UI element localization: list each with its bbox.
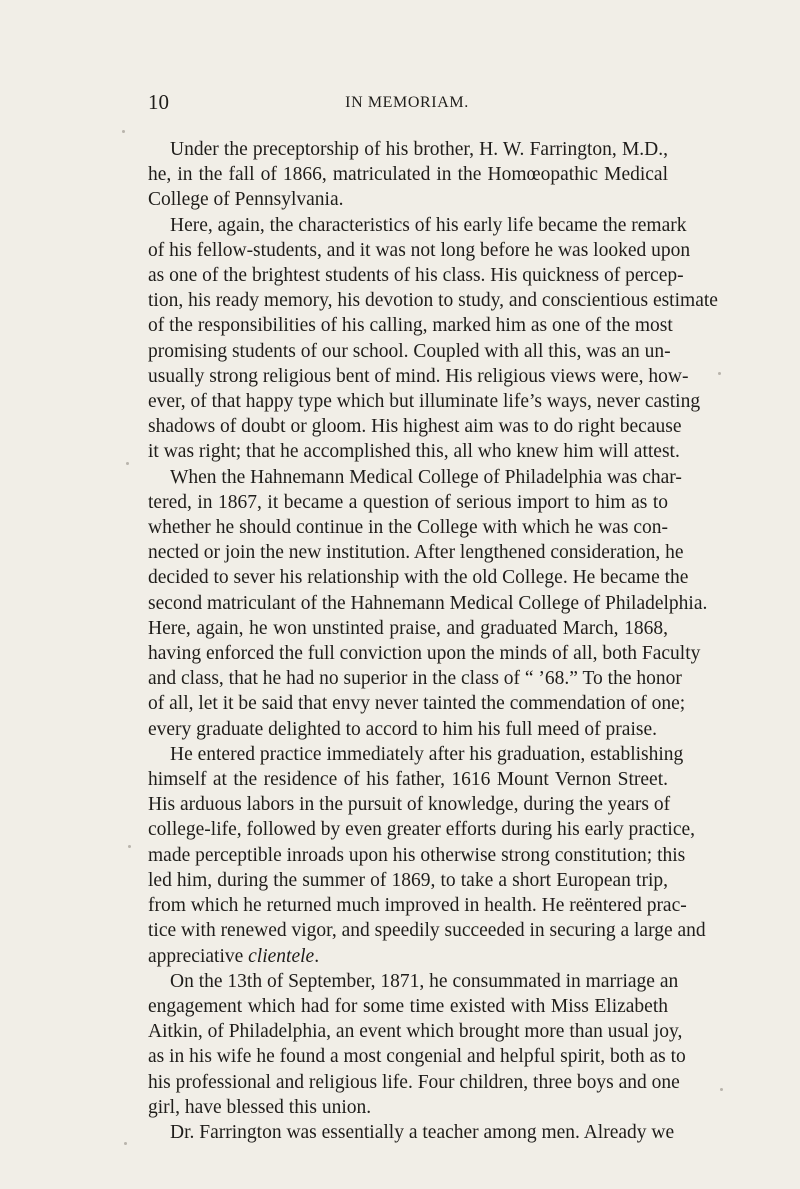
print-speck: [718, 372, 721, 375]
text-fragment: .: [314, 945, 320, 967]
print-speck: [126, 462, 129, 465]
text-line: shadows of doubt or gloom. His highest aim was to do right because: [148, 416, 682, 438]
text-line: as one of the brightest students of his class. His quickness of percep-: [148, 265, 684, 287]
text-line: he, in the fall of 1866, matriculated in the Homœopathic Medical: [148, 164, 668, 186]
body-text: [148, 137, 718, 1145]
text-line: usually strong religious bent of mind. His religious views were, how-: [148, 365, 689, 387]
text-line: whether he should continue in the College with which he was con-: [148, 517, 668, 539]
paragraph: [148, 137, 668, 213]
text-line: led him, during the summer of 1869, to take a short European trip,: [148, 869, 668, 891]
paragraph: [148, 742, 706, 969]
text-line: tion, his ready memory, his devotion to study, and conscientious estimate: [148, 290, 718, 312]
print-speck: [122, 130, 125, 133]
text-line: College of Pennsylvania.: [148, 189, 344, 211]
page-header: [148, 90, 666, 114]
text-line: as in his wife he found a most congenial and helpful spirit, both as to: [148, 1046, 686, 1068]
paragraph: [148, 213, 718, 465]
text-line: nected or join the new institution. After lengthened consideration, he: [148, 542, 684, 564]
text-line: On the 13th of September, 1871, he consummated in marriage an: [170, 970, 679, 992]
text-line: of all, let it be said that envy never tainted the commendation of one;: [148, 693, 686, 715]
text-line: of the responsibilities of his calling, marked him as one of the most: [148, 315, 673, 337]
text-line: second matriculant of the Hahnemann Medical College of Philadelphia.: [148, 592, 708, 614]
text-line: of his fellow-students, and it was not long before he was looked upon: [148, 239, 691, 261]
text-line: it was right; that he accomplished this, all who knew him will attest.: [148, 441, 680, 463]
text-line: and class, that he had no superior in the class of “ ’68.” To the honor: [148, 668, 682, 690]
text-line: tice with renewed vigor, and speedily succeeded in securing a large and: [148, 920, 706, 942]
text-line: tered, in 1867, it became a question of serious import to him as to: [148, 491, 668, 513]
text-line: Here, again, he won unstinted praise, and graduated March, 1868,: [148, 617, 668, 639]
text-line: made perceptible inroads upon his otherwise strong constitution; this: [148, 844, 686, 866]
print-speck: [128, 845, 131, 848]
running-head: IN MEMORIAM.: [345, 94, 469, 111]
text-line: having enforced the full conviction upon the minds of all, both Faculty: [148, 643, 701, 665]
text-line: His arduous labors in the pursuit of knowledge, during the years of: [148, 794, 671, 816]
text-line: decided to sever his relationship with the old College. He became the: [148, 567, 689, 589]
text-line: his professional and religious life. Four children, three boys and one: [148, 1071, 680, 1093]
text-fragment: appreciative: [148, 945, 249, 967]
text-line: girl, have blessed this union.: [148, 1096, 372, 1118]
italic-word: clientele: [248, 945, 315, 967]
paragraph: [148, 969, 686, 1120]
text-line: [148, 944, 668, 969]
paragraph: [148, 1120, 675, 1145]
text-line: Here, again, the characteristics of his early life became the remark: [170, 214, 687, 236]
text-line: college-life, followed by even greater efforts during his early practice,: [148, 819, 696, 841]
text-line: ever, of that happy type which but illuminate life’s ways, never casting: [148, 391, 701, 413]
text-line: He entered practice immediately after his graduation, establishing: [170, 743, 684, 765]
text-line: himself at the residence of his father, 1616 Mount Vernon Street.: [148, 769, 668, 791]
text-line: Aitkin, of Philadelphia, an event which brought more than usual joy,: [148, 1021, 683, 1043]
text-line: every graduate delighted to accord to him his full meed of praise.: [148, 718, 657, 740]
text-line: from which he returned much improved in health. He reëntered prac-: [148, 895, 687, 917]
text-line: When the Hahnemann Medical College of Philadelphia was char-: [170, 466, 682, 488]
text-line: promising students of our school. Coupled with all this, was an un-: [148, 340, 671, 362]
print-speck: [720, 1088, 723, 1091]
text-line: Dr. Farrington was essentially a teacher among men. Already we: [170, 1121, 675, 1143]
paragraph: [148, 465, 708, 742]
text-line: Under the preceptorship of his brother, H. W. Farrington, M.D.,: [170, 139, 668, 160]
text-line: engagement which had for some time existed with Miss Elizabeth: [148, 995, 668, 1017]
page-number: 10: [148, 90, 169, 114]
print-speck: [124, 1142, 127, 1145]
